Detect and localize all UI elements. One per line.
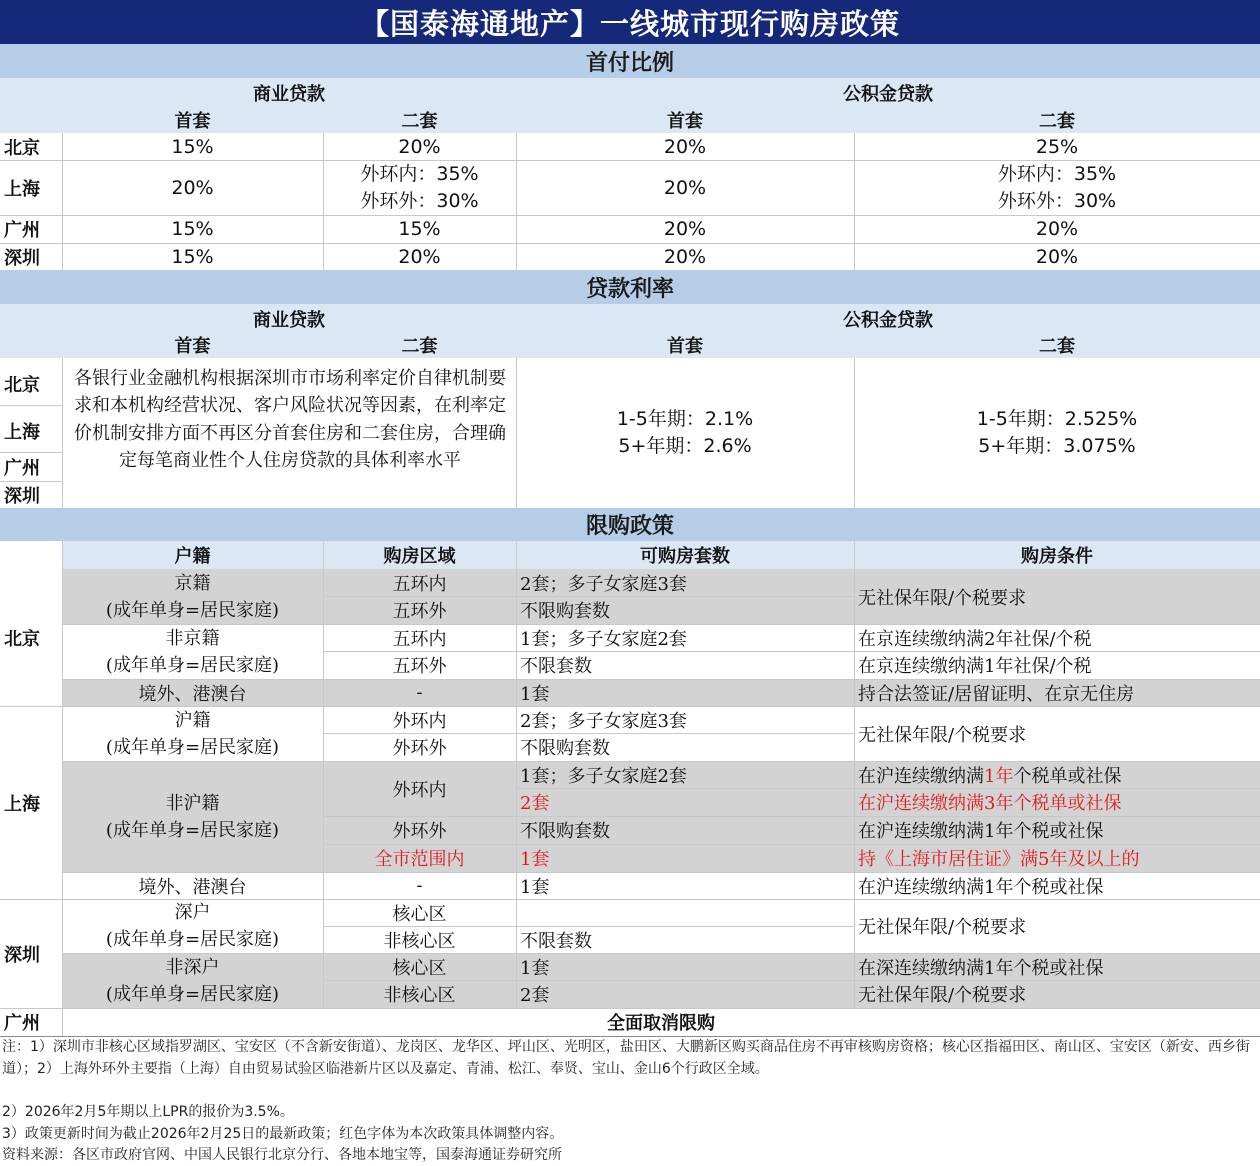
units-cell: 2套；多子女家庭3套 [520, 710, 687, 732]
dp-cell [854, 160, 1260, 215]
area-cell: 外环外 [392, 821, 447, 842]
units-header: 可购房套数 [640, 546, 730, 567]
hukou-note: (成年单身=居民家庭) [105, 819, 280, 841]
hukou-note: (成年单身=居民家庭) [105, 929, 280, 950]
area-cell: 五环外 [392, 601, 447, 622]
hukou-note: (成年单身=居民家庭) [105, 983, 280, 1005]
dp-cell-line: 外环内：35% [360, 162, 479, 185]
rates-city-shanghai: 上海 [4, 422, 40, 443]
restrict-city-shanghai: 上海 [4, 793, 40, 815]
rates-second-header: 二套 [401, 336, 438, 357]
rates-fund-first-header: 首套 [667, 336, 703, 357]
area-cell: 核心区 [392, 903, 447, 925]
dp-cell [323, 160, 516, 215]
units-cell: 1套；多子女家庭2套 [520, 765, 687, 787]
units-cell: 不限套数 [520, 656, 592, 677]
area-cell: - [416, 875, 423, 896]
dp-cell-line: 外环外：30% [997, 189, 1117, 212]
dp-cell: 20% [663, 218, 707, 240]
dp-cell-line: 外环内：35% [997, 162, 1117, 185]
rates-fund-second-cell [854, 358, 1260, 508]
condition-cell: 在深连续缴纳满1年个税或社保 [858, 957, 1104, 979]
fund-second-header: 二套 [1039, 111, 1075, 132]
dp-cell: 20% [663, 176, 707, 199]
condition-text: 个税单或社保 [1013, 765, 1122, 787]
area-cell-changed: 全市范围内 [374, 849, 465, 870]
rates-fund-first-cell [516, 358, 854, 508]
dp-city-shanghai: 上海 [4, 178, 40, 200]
area-cell: 外环内 [392, 779, 447, 801]
condition-cell: 在沪连续缴纳满1年个税或社保 [858, 821, 1104, 842]
rates-first-header: 首套 [174, 336, 211, 357]
hukou-cell-hu [62, 706, 323, 761]
hukou-cell-foreign: 境外、港澳台 [138, 683, 247, 705]
units-cell: 1套 [520, 876, 550, 898]
area-cell: 五环内 [392, 573, 447, 595]
rate-line: 5+年期：2.6% [618, 435, 752, 457]
hukou-name: 非京籍 [165, 627, 220, 649]
rates-fund-second-header: 二套 [1039, 336, 1075, 357]
area-cell: 外环内 [392, 710, 447, 732]
rates-fund-header: 公积金贷款 [843, 310, 933, 331]
area-header: 购房区域 [383, 546, 456, 567]
area-cell: 非核心区 [383, 930, 456, 952]
hukou-cell-jing [62, 569, 323, 624]
hukou-note: (成年单身=居民家庭) [105, 599, 280, 621]
dp-cell: 20% [171, 176, 214, 199]
hukou-cell-feishen [62, 953, 323, 1008]
hukou-cell-feijing [62, 624, 323, 679]
area-cell: 五环外 [392, 656, 447, 677]
dp-cell: 15% [171, 245, 214, 268]
dp-city-guangzhou: 广州 [4, 220, 40, 241]
rate-line: 1-5年期：2.525% [976, 408, 1138, 430]
condition-cell: 无社保年限/个税要求 [858, 587, 1027, 609]
dp-cell: 15% [398, 218, 441, 240]
commercial-loan-header: 商业贷款 [253, 84, 325, 105]
dp-cell-line: 外环外：30% [360, 189, 479, 212]
hukou-note: (成年单身=居民家庭) [105, 736, 280, 758]
condition-cell: 在沪连续缴纳满1年个税或社保 [858, 876, 1104, 898]
condition-cell: 无社保年限/个税要求 [858, 724, 1027, 746]
units-cell: 不限购套数 [520, 738, 610, 759]
note-2: 2）2026年2月5年期以上LPR的报价为3.5%。 [2, 1104, 294, 1120]
down-payment-band: 首付比例 [0, 44, 1260, 78]
hukou-name: 非沪籍 [165, 792, 220, 814]
restrict-city-beijing: 北京 [4, 628, 40, 650]
units-cell: 2套；多子女家庭3套 [520, 573, 687, 595]
condition-cell: 持合法签证/居留证明、在京无住房 [858, 683, 1135, 705]
hukou-name: 京籍 [174, 572, 211, 594]
hukou-cell-foreign: 境外、港澳台 [138, 876, 247, 898]
dp-cell: 15% [171, 135, 214, 158]
hukou-cell-feihu [62, 761, 323, 872]
units-cell: 不限购套数 [520, 821, 610, 842]
hukou-name: 非深户 [165, 956, 220, 978]
dp-cell: 20% [398, 135, 441, 158]
units-cell: 不限套数 [520, 930, 592, 952]
units-cell: 1套 [520, 683, 550, 705]
condition-cell: 无社保年限/个税要求 [858, 985, 1027, 1006]
condition-text: 在沪连续缴纳满 [858, 765, 984, 787]
dp-cell: 20% [1035, 218, 1079, 240]
condition-cell: 在京连续缴纳满2年社保/个税 [858, 628, 1092, 650]
note-1: 注：1）深圳市非核心区域指罗湖区、宝安区（不含新安街道）、龙岗区、龙华区、坪山区、光明区，盐田区、大鹏新区购买商品住房不再审核购房资格；核心区指福田区、南山区、宝安区（新安、西乡街道）；2）上海外环外主要指（上海）自由贸易试验区临港新片区以及嘉定、青浦、松江、奉贤、宝山、金山6个行政区全域。 [2, 1039, 1250, 1077]
note-3: 3）政策更新时间为截止2026年2月25日的最新政策；红色字体为本次政策具体调整内容。 [2, 1126, 564, 1142]
hukou-note: (成年单身=居民家庭) [105, 654, 280, 676]
condition-cell-changed: 持《上海市居住证》满5年及以上的 [858, 849, 1140, 870]
dp-city-beijing: 北京 [4, 137, 40, 159]
rates-commercial-header: 商业贷款 [253, 310, 325, 331]
hukou-cell-shen [62, 899, 323, 953]
dp-city-shenzhen: 深圳 [4, 247, 40, 269]
condition-header: 购房条件 [1021, 546, 1093, 567]
area-cell: 核心区 [392, 957, 447, 979]
dp-cell: 20% [663, 245, 707, 268]
restrict-city-guangzhou: 广州 [4, 1013, 40, 1034]
restrictions-band: 限购政策 [0, 508, 1260, 541]
condition-text-changed: 1年 [984, 765, 1014, 787]
area-cell: 外环外 [392, 738, 447, 759]
area-cell: - [416, 682, 423, 703]
dp-cell: 20% [663, 135, 707, 158]
rate-line: 5+年期：3.075% [978, 435, 1136, 457]
fund-loan-header: 公积金贷款 [843, 84, 933, 105]
units-cell-changed: 1套 [520, 849, 550, 870]
restrict-city-shenzhen: 深圳 [4, 944, 40, 966]
rates-city-guangzhou: 广州 [4, 458, 40, 479]
commercial-second-header: 二套 [401, 111, 438, 132]
rates-city-beijing: 北京 [4, 375, 40, 396]
dp-cell: 15% [171, 218, 214, 240]
fund-first-header: 首套 [667, 111, 703, 132]
units-cell: 不限购套数 [520, 601, 610, 622]
condition-cell: 在京连续缴纳满1年社保/个税 [858, 656, 1092, 677]
condition-cell: 无社保年限/个税要求 [858, 917, 1027, 938]
hukou-name: 沪籍 [174, 709, 211, 731]
rate-line: 1-5年期：2.1% [616, 408, 754, 430]
guangzhou-policy: 全面取消限购 [607, 1013, 715, 1034]
units-cell: 2套 [520, 985, 550, 1006]
units-cell: 1套 [520, 957, 550, 979]
note-source: 资料来源：各区市政府官网、中国人民银行北京分行、各地本地宝等，国泰海通证券研究所 [2, 1147, 562, 1163]
condition-cell [854, 761, 1260, 788]
hukou-name: 深户 [174, 902, 211, 923]
page-title: 【国泰海通地产】一线城市现行购房政策 [0, 0, 1260, 44]
condition-cell-changed: 在沪连续缴纳满3年个税单或社保 [858, 793, 1122, 814]
dp-cell: 20% [1035, 245, 1079, 268]
units-cell: 1套；多子女家庭2套 [520, 628, 687, 650]
commercial-first-header: 首套 [174, 111, 211, 132]
rates-city-shenzhen: 深圳 [4, 485, 40, 507]
rates-band: 贷款利率 [0, 270, 1260, 304]
dp-cell: 20% [398, 245, 441, 268]
dp-cell: 25% [1035, 135, 1079, 158]
units-cell-changed: 2套 [520, 793, 550, 814]
hukou-header: 户籍 [174, 546, 211, 567]
area-cell: 五环内 [392, 628, 447, 650]
rates-commercial-text: 各银行业金融机构根据深圳市市场利率定价自律机制要求和本机构经营状况、客户风险状况等因素，在利率定价机制安排方面不再区分首套住房和二套住房，合理确定每笔商业性个人住房贷款的具体利率水平 [74, 368, 506, 472]
area-cell: 非核心区 [383, 985, 456, 1006]
